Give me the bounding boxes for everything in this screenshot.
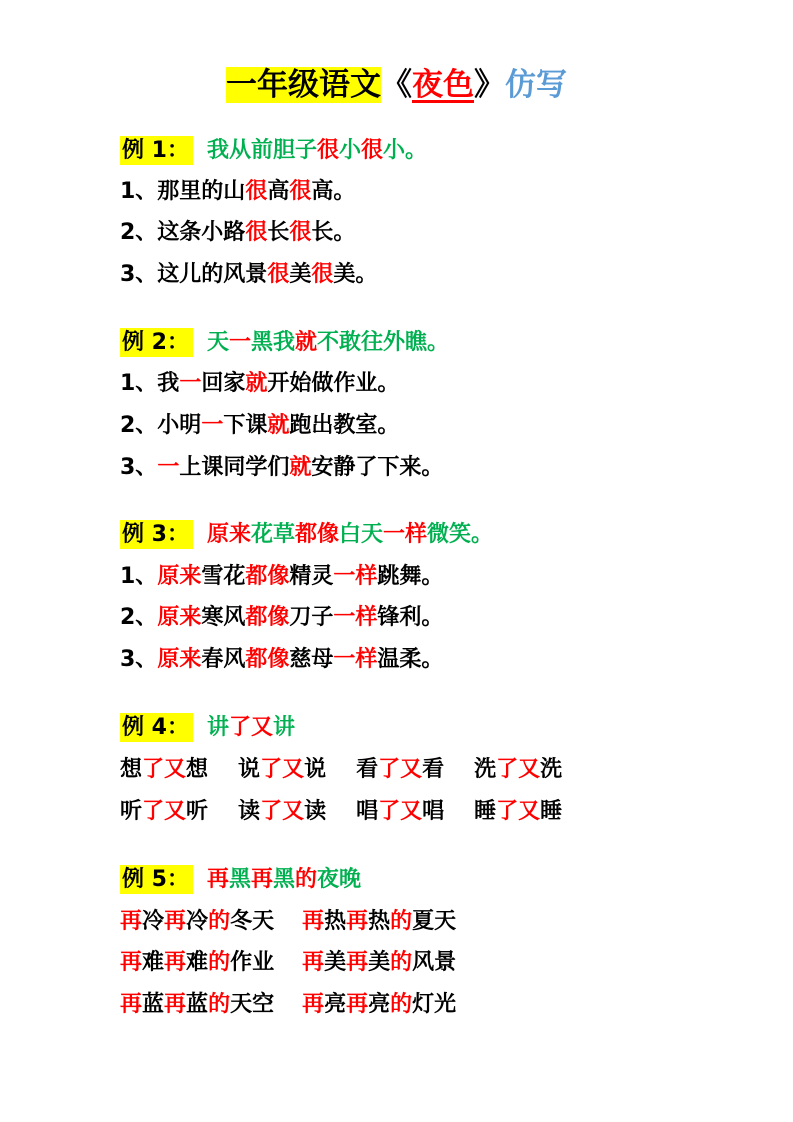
example-3-tag: 例 3： — [120, 520, 193, 549]
example-1-sentence — [207, 138, 427, 163]
text-segment: 3、 — [120, 647, 158, 672]
example-4-heading — [120, 713, 295, 743]
phrase — [356, 757, 444, 782]
phrase — [302, 909, 456, 934]
text-segment: 的 — [208, 992, 231, 1017]
example-2-heading — [120, 328, 449, 358]
phrase — [120, 799, 208, 824]
text-segment: 再 — [302, 950, 325, 975]
text-segment: 很 — [245, 220, 268, 245]
text-segment: 想 — [186, 757, 209, 782]
text-segment: 的 — [390, 950, 413, 975]
text-segment: 再 — [206, 867, 229, 892]
text-segment: 美 — [368, 950, 391, 975]
text-segment: 1、 — [120, 564, 158, 589]
text-segment: 热 — [368, 909, 391, 934]
page-title — [0, 62, 793, 108]
text-segment: 亮 — [324, 992, 347, 1017]
phrase — [356, 799, 444, 824]
text-segment: 了又 — [142, 757, 187, 782]
text-segment: 1、那里的山 — [120, 179, 246, 204]
text-segment: 慈母 — [289, 647, 334, 672]
example-2-line-3 — [120, 453, 443, 483]
text-segment: 3、这儿的风景 — [120, 262, 268, 287]
example-5-sentence — [207, 867, 361, 892]
text-segment: 原来 — [157, 564, 202, 589]
text-segment: 都像 — [245, 605, 290, 630]
text-segment: 2、这条小路 — [120, 220, 246, 245]
text-segment: 3、 — [120, 455, 158, 480]
phrase — [238, 757, 326, 782]
text-segment: 睡 — [474, 799, 497, 824]
example-5-heading — [120, 865, 361, 895]
example-4-row-2 — [120, 797, 562, 827]
text-segment: 的 — [208, 950, 231, 975]
text-segment: 雪花 — [201, 564, 246, 589]
text-segment: 再 — [164, 992, 187, 1017]
text-segment: 的 — [208, 909, 231, 934]
text-segment: 很 — [316, 138, 339, 163]
example-2-tag: 例 2： — [120, 328, 193, 357]
text-segment: 睡 — [540, 799, 563, 824]
text-segment: 都像 — [245, 564, 290, 589]
text-segment: 再 — [120, 992, 143, 1017]
text-segment: 原来 — [157, 605, 202, 630]
text-segment: 美 — [289, 262, 312, 287]
text-segment: 跳舞。 — [377, 564, 444, 589]
text-segment: 小 — [339, 138, 362, 163]
text-segment: 唱 — [422, 799, 445, 824]
title-red: 夜色 — [412, 67, 474, 103]
text-segment: 长。 — [311, 220, 356, 245]
text-segment: 温柔。 — [377, 647, 444, 672]
example-2-line-2 — [120, 411, 399, 441]
text-segment: 寒风 — [201, 605, 246, 630]
text-segment: 说 — [304, 757, 327, 782]
phrase — [120, 909, 274, 934]
example-3-line-2 — [120, 603, 443, 633]
example-1-line-2 — [120, 218, 355, 248]
text-segment: 美。 — [333, 262, 378, 287]
text-segment: 夏天 — [412, 909, 457, 934]
example-1-line-3 — [120, 260, 377, 290]
text-segment: 锋利。 — [377, 605, 444, 630]
text-segment: 1、我 — [120, 371, 180, 396]
text-segment: 就 — [295, 330, 318, 355]
text-segment: 再 — [120, 909, 143, 934]
text-segment: 很 — [289, 220, 312, 245]
text-segment: 小。 — [383, 138, 428, 163]
example-5-row-3 — [120, 990, 456, 1020]
text-segment: 高 — [267, 179, 290, 204]
text-segment: 美 — [324, 950, 347, 975]
text-segment: 讲 — [206, 715, 229, 740]
text-segment: 冷 — [142, 909, 165, 934]
example-5-row-1 — [120, 907, 456, 937]
text-segment: 2、小明 — [120, 413, 202, 438]
text-segment: 开始做作业。 — [267, 371, 400, 396]
text-segment: 天 — [206, 330, 229, 355]
text-segment: 讲 — [273, 715, 296, 740]
text-segment: 再 — [346, 909, 369, 934]
example-5-row-2 — [120, 948, 456, 978]
text-segment: 白天 — [339, 522, 384, 547]
example-2-line-1 — [120, 369, 399, 399]
text-segment: 读 — [238, 799, 261, 824]
text-segment: 作业 — [230, 950, 275, 975]
example-1-line-1 — [120, 177, 355, 207]
text-segment: 再 — [251, 867, 274, 892]
text-segment: 夜晚 — [317, 867, 362, 892]
text-segment: 黑 — [273, 867, 296, 892]
text-segment: 安静了下来。 — [311, 455, 444, 480]
text-segment: 了又 — [142, 799, 187, 824]
text-segment: 蓝 — [142, 992, 165, 1017]
text-segment: 很 — [267, 262, 290, 287]
text-segment: 我从前胆子 — [206, 138, 317, 163]
text-segment: 看 — [356, 757, 379, 782]
text-segment: 都像 — [245, 647, 290, 672]
text-segment: 了又 — [260, 799, 305, 824]
text-segment: 回家 — [201, 371, 246, 396]
text-segment: 一 — [228, 330, 251, 355]
phrase — [238, 799, 326, 824]
text-segment: 微笑。 — [427, 522, 494, 547]
text-segment: 很 — [361, 138, 384, 163]
text-segment: 就 — [289, 455, 312, 480]
phrase — [302, 992, 456, 1017]
text-segment: 一样 — [333, 564, 378, 589]
title-close-bracket: 》 — [474, 67, 505, 103]
example-3-line-3 — [120, 645, 443, 675]
text-segment: 原来 — [206, 522, 251, 547]
example-4-row-1 — [120, 755, 562, 785]
text-segment: 读 — [304, 799, 327, 824]
title-main: 一年级语文 — [226, 67, 381, 103]
text-segment: 了又 — [378, 799, 423, 824]
text-segment: 刀子 — [289, 605, 334, 630]
example-4-sentence — [207, 715, 295, 740]
text-segment: 冬天 — [230, 909, 275, 934]
text-segment: 的 — [295, 867, 318, 892]
text-segment: 蓝 — [186, 992, 209, 1017]
text-segment: 一 — [157, 455, 180, 480]
phrase — [120, 757, 208, 782]
text-segment: 春风 — [201, 647, 246, 672]
text-segment: 很 — [311, 262, 334, 287]
text-segment: 就 — [267, 413, 290, 438]
example-2-sentence — [207, 330, 449, 355]
phrase — [474, 799, 562, 824]
text-segment: 一样 — [333, 605, 378, 630]
title-open-bracket: 《 — [381, 67, 412, 103]
example-1-tag: 例 1： — [120, 136, 193, 165]
text-segment: 精灵 — [289, 564, 334, 589]
text-segment: 原来 — [157, 647, 202, 672]
text-segment: 一 — [179, 371, 202, 396]
example-3-heading — [120, 520, 493, 550]
text-segment: 都像 — [295, 522, 340, 547]
text-segment: 一 — [201, 413, 224, 438]
text-segment: 很 — [289, 179, 312, 204]
text-segment: 洗 — [540, 757, 563, 782]
text-segment: 黑 — [228, 867, 251, 892]
example-3-sentence — [207, 522, 493, 547]
text-segment: 难 — [142, 950, 165, 975]
example-3-line-1 — [120, 562, 443, 592]
text-segment: 风景 — [412, 950, 457, 975]
text-segment: 高。 — [311, 179, 356, 204]
text-segment: 不敢往外瞧。 — [317, 330, 450, 355]
text-segment: 很 — [245, 179, 268, 204]
phrase — [120, 950, 274, 975]
text-segment: 洗 — [474, 757, 497, 782]
text-segment: 听 — [120, 799, 143, 824]
text-segment: 上课同学们 — [179, 455, 290, 480]
text-segment: 再 — [120, 950, 143, 975]
phrase — [302, 950, 456, 975]
text-segment: 下课 — [223, 413, 268, 438]
text-segment: 一样 — [383, 522, 428, 547]
text-segment: 再 — [302, 992, 325, 1017]
text-segment: 说 — [238, 757, 261, 782]
text-segment: 看 — [422, 757, 445, 782]
text-segment: 想 — [120, 757, 143, 782]
text-segment: 了又 — [496, 757, 541, 782]
text-segment: 冷 — [186, 909, 209, 934]
text-segment: 的 — [390, 909, 413, 934]
text-segment: 了又 — [378, 757, 423, 782]
text-segment: 就 — [245, 371, 268, 396]
text-segment: 再 — [164, 909, 187, 934]
text-segment: 再 — [346, 992, 369, 1017]
text-segment: 跑出教室。 — [289, 413, 400, 438]
text-segment: 了又 — [260, 757, 305, 782]
text-segment: 听 — [186, 799, 209, 824]
phrase — [474, 757, 562, 782]
title-tail: 仿写 — [505, 67, 567, 103]
text-segment: 花草 — [250, 522, 295, 547]
text-segment: 再 — [164, 950, 187, 975]
text-segment: 了又 — [228, 715, 273, 740]
example-5-tag: 例 5： — [120, 865, 193, 894]
phrase — [120, 992, 274, 1017]
example-4-tag: 例 4： — [120, 713, 193, 742]
text-segment: 的 — [390, 992, 413, 1017]
text-segment: 再 — [346, 950, 369, 975]
text-segment: 一样 — [333, 647, 378, 672]
text-segment: 热 — [324, 909, 347, 934]
text-segment: 唱 — [356, 799, 379, 824]
text-segment: 了又 — [496, 799, 541, 824]
example-1-heading — [120, 136, 427, 166]
text-segment: 再 — [302, 909, 325, 934]
text-segment: 长 — [267, 220, 290, 245]
text-segment: 黑我 — [251, 330, 296, 355]
text-segment: 难 — [186, 950, 209, 975]
text-segment: 亮 — [368, 992, 391, 1017]
text-segment: 天空 — [230, 992, 275, 1017]
text-segment: 灯光 — [412, 992, 457, 1017]
text-segment: 2、 — [120, 605, 158, 630]
